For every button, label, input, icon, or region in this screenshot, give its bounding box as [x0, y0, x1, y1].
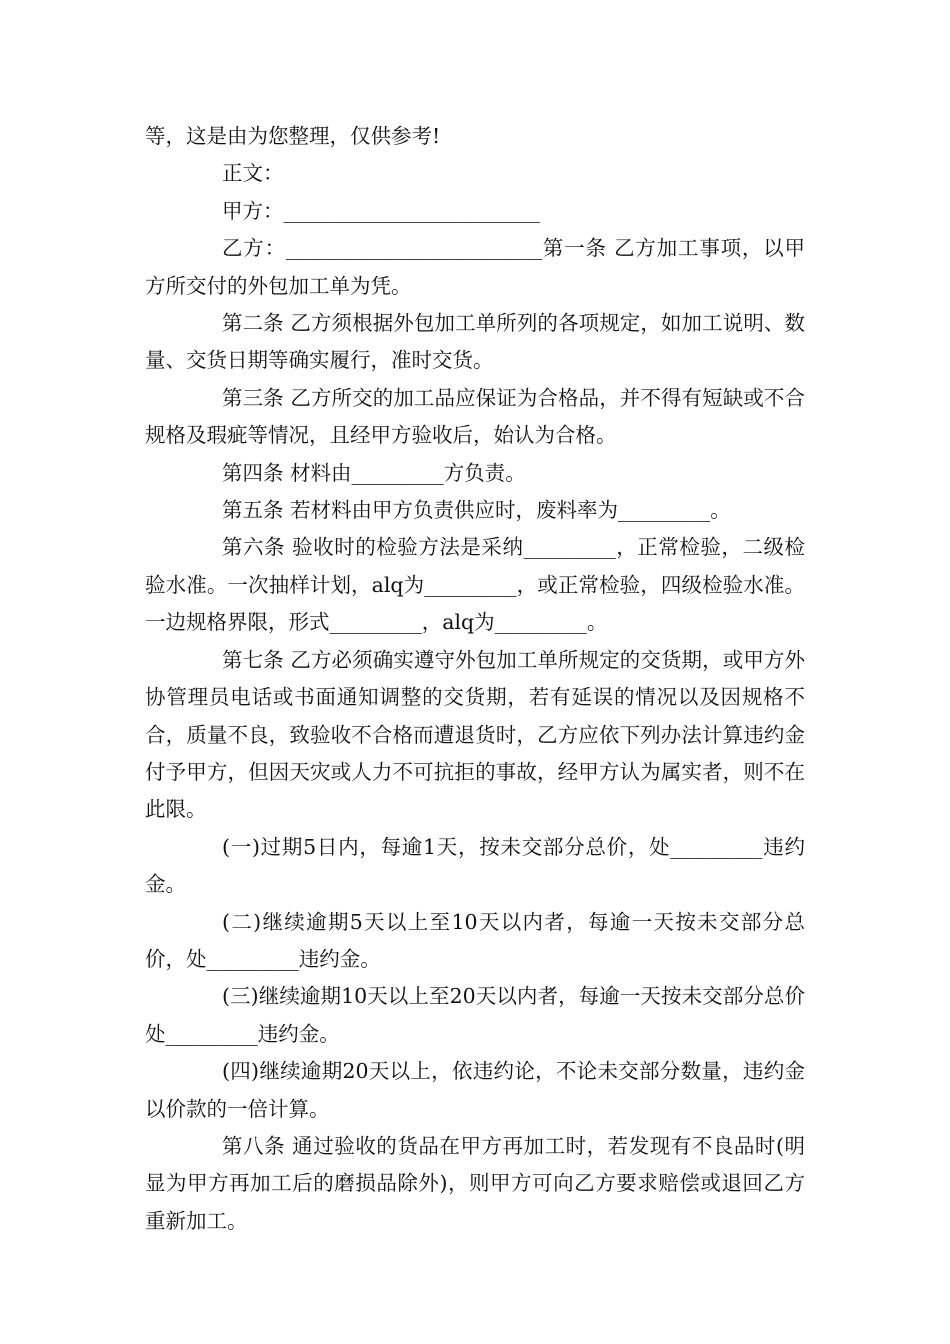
- article-6: 第六条 验收时的检验方法是采纳_________，正常检验，二级检验水准。一次抽样计划，alq为_________，或正常检验，四级检验水准。一边规格界限，形式_________，alq为_________。: [145, 535, 805, 635]
- article-4: 第四条 材料由_________方负责。: [222, 460, 526, 485]
- intro-paragraph: 等，这是由为您整理，仅供参考!: [145, 124, 441, 148]
- party-a-line: 甲方：_________________________: [222, 198, 540, 223]
- article-5: 第五条 若材料由甲方负责供应时，废料率为_________。: [222, 498, 731, 523]
- penalty-clause-2: (二)继续逾期5天以上至10天以内者，每逾一天按未交部分总价，处_________违约金。: [145, 909, 805, 971]
- penalty-clause-4: (四)继续逾期20天以上，依违约论，不论未交部分数量，违约金以价款的一倍计算。: [145, 1059, 805, 1121]
- party-b-article-1: 乙方：_________________________第一条 乙方加工事项，以甲方所交付的外包加工单为凭。: [145, 236, 805, 298]
- article-7: 第七条 乙方必须确实遵守外包加工单所规定的交货期，或甲方外协管理员电话或书面通知调整的交货期，若有延误的情况以及因规格不合，质量不良，致验收不合格而遭退货时，乙方应依下列办法计算违约金付予甲方，但因天灾或人力不可抗拒的事故，经甲方认为属实者，则不在此限。: [145, 647, 805, 822]
- penalty-clause-3: (三)继续逾期10天以上至20天以内者，每逾一天按未交部分总价处_________违约金。: [145, 984, 805, 1046]
- penalty-clause-1: (一)过期5日内，每逾1天，按未交部分总价，处_________违约金。: [145, 834, 805, 897]
- body-heading: 正文：: [222, 161, 284, 186]
- contract-body: [145, 118, 805, 1240]
- article-3: 第三条 乙方所交的加工品应保证为合格品，并不得有短缺或不合规格及瑕疵等情况，且经甲方验收后，始认为合格。: [145, 385, 805, 448]
- article-8: 第八条 通过验收的货品在甲方再加工时，若发现有不良品时(明显为甲方再加工后的磨损品除外)，则甲方可向乙方要求赔偿或退回乙方重新加工。: [145, 1133, 805, 1233]
- article-2: 第二条 乙方须根据外包加工单所列的各项规定，如加工说明、数量、交货日期等确实履行，准时交货。: [145, 311, 805, 373]
